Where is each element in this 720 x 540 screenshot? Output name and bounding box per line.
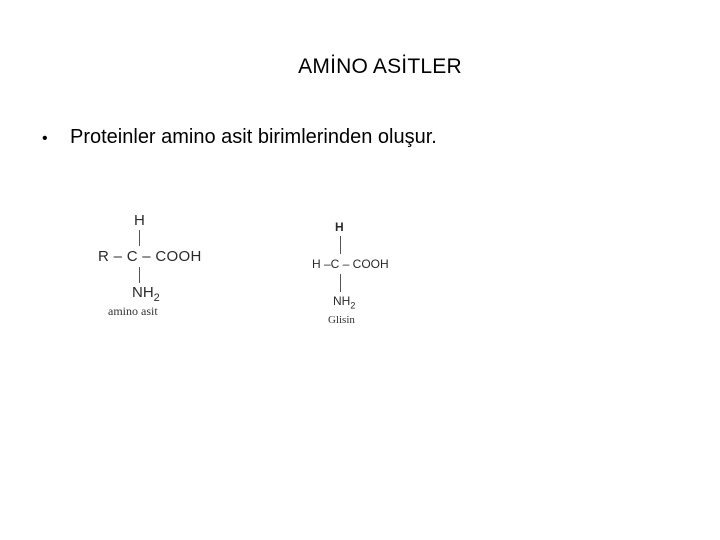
bullet-marker: • [42, 130, 48, 147]
formula-top-atom: H [134, 212, 145, 229]
amino-acid-formula [98, 212, 228, 322]
bond-line-bottom [340, 274, 341, 292]
bond-line-bottom [139, 267, 140, 283]
bullet-list [42, 126, 437, 149]
formula-main-row: H –C – COOH [312, 257, 389, 271]
bullet-text: Proteinler amino asit birimlerinden oluşur. [70, 126, 437, 148]
amine-atom: NH [132, 284, 154, 301]
bond-line-top [340, 236, 341, 254]
formula-caption: Glisin [328, 314, 355, 326]
amine-subscript: 2 [350, 300, 356, 311]
formula-amine-group [132, 284, 160, 304]
amine-atom: NH [333, 294, 351, 308]
formula-caption: amino asit [108, 304, 158, 318]
formula-main-row: R – C – COOH [98, 248, 202, 265]
amine-subscript: 2 [153, 292, 160, 304]
slide-title: AMİNO ASİTLER [298, 55, 462, 78]
formula-top-atom: H [335, 220, 344, 234]
bond-line-top [139, 230, 140, 246]
bullet-item [42, 126, 437, 149]
formula-amine-group [333, 294, 355, 310]
glycine-formula [312, 218, 422, 328]
